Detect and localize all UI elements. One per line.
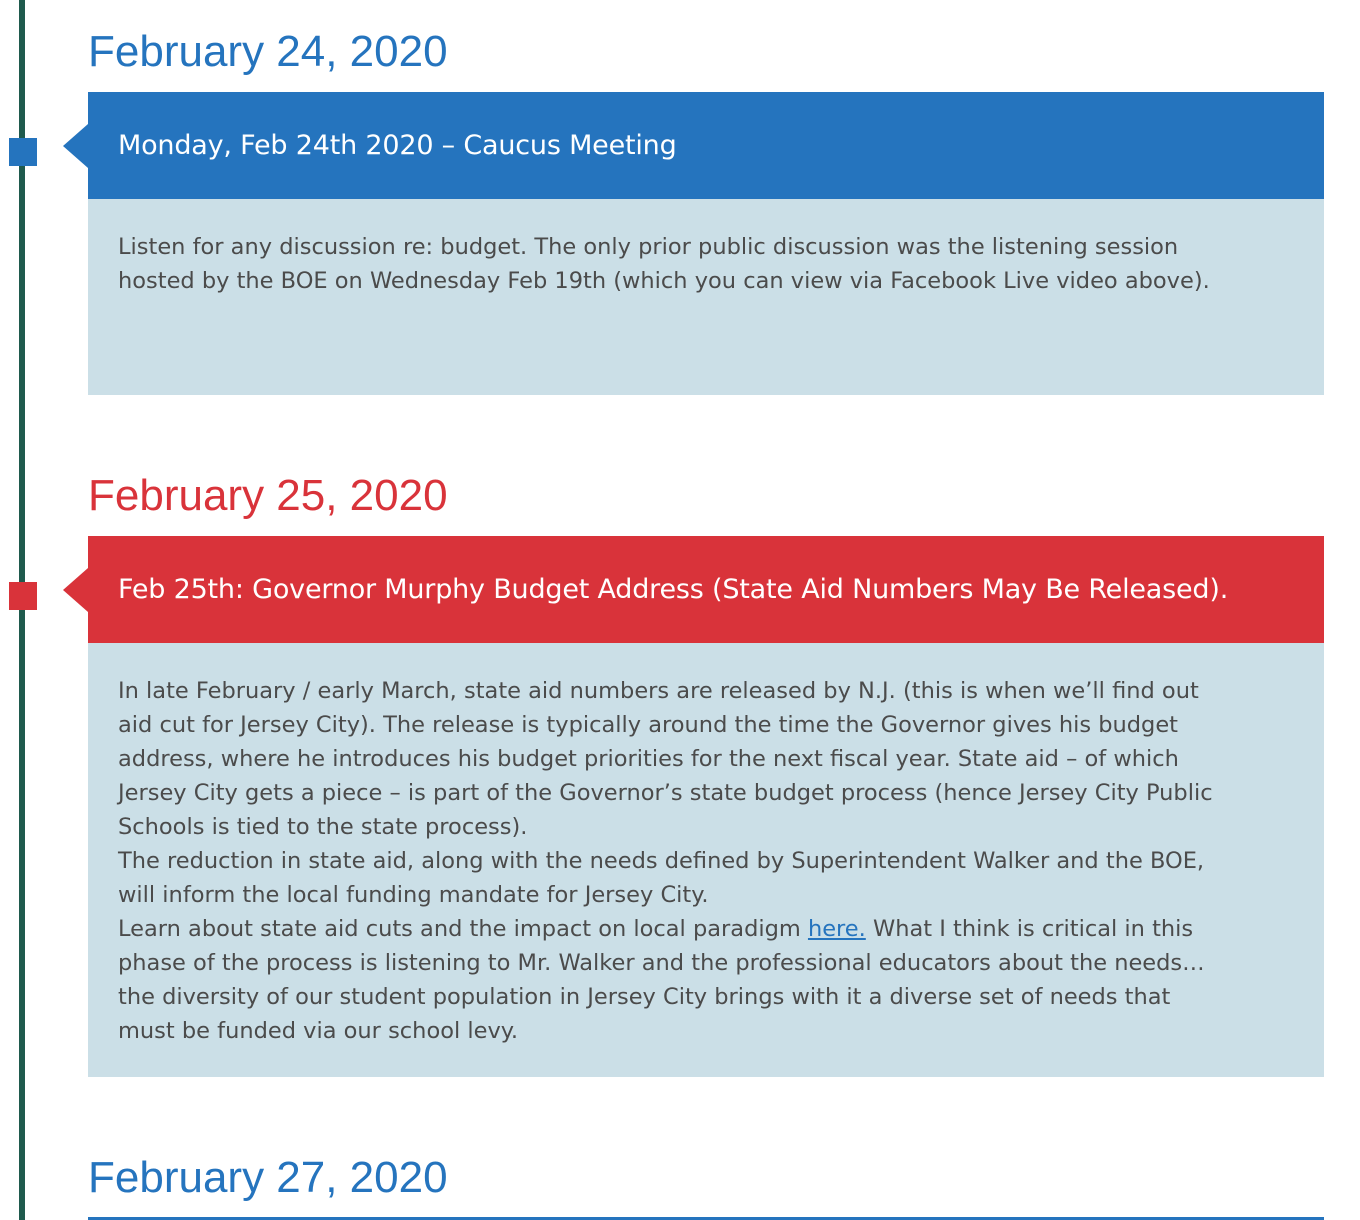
event-title: Monday, Feb 24th 2020 – Caucus Meeting	[118, 130, 677, 161]
event-body-line: must be funded via our school levy.	[118, 1018, 519, 1044]
event-body-line: aid cut for Jersey City). The release is typically around the time the Governor gives his budget	[118, 712, 1179, 738]
event-header-caucus-meeting	[88, 92, 1324, 199]
event-body-text: What I think is critical in this	[865, 916, 1194, 942]
event-body-line: In late February / early March, state aid numbers are released by N.J. (this is when we’ll find out	[118, 678, 1199, 704]
header-pointer	[63, 124, 88, 168]
event-body-text: Learn about state aid cuts and the impact on local paradigm	[118, 916, 808, 942]
event-body-line: the diversity of our student population in Jersey City brings with it a diverse set of needs that	[118, 984, 1171, 1010]
timeline-marker-blue	[9, 138, 37, 166]
event-body-budget-address	[88, 643, 1324, 1077]
timeline-marker-red	[9, 582, 37, 610]
date-heading-feb-25: February 25, 2020	[88, 471, 448, 520]
event-body-line: The reduction in state aid, along with the needs defined by Superintendent Walker and the BOE,	[118, 848, 1205, 874]
event-body-caucus-meeting	[88, 199, 1324, 395]
date-heading-feb-24: February 24, 2020	[88, 27, 448, 76]
event-body-line-with-link	[118, 912, 1294, 946]
state-aid-cuts-link[interactable]: here.	[807, 916, 866, 942]
header-pointer	[63, 568, 88, 612]
event-body-line: hosted by the BOE on Wednesday Feb 19th (which you can view via Facebook Live video above).	[118, 268, 1210, 294]
event-title: Feb 25th: Governor Murphy Budget Address (State Aid Numbers May Be Released).	[118, 574, 1229, 605]
date-heading-feb-27: February 27, 2020	[88, 1153, 448, 1202]
event-body-line: will inform the local funding mandate for Jersey City.	[118, 882, 709, 908]
event-header-budget-address	[88, 536, 1324, 643]
event-body-line: Jersey City gets a piece – is part of the Governor’s state budget process (hence Jersey City Public	[118, 780, 1213, 806]
timeline-line	[19, 0, 25, 1220]
event-body-line: address, where he introduces his budget priorities for the next fiscal year. State aid – of which	[118, 746, 1179, 772]
event-body-line: Schools is tied to the state process).	[118, 814, 528, 840]
event-body-line: Listen for any discussion re: budget. The only prior public discussion was the listening session	[118, 234, 1179, 260]
event-body-line: phase of the process is listening to Mr. Walker and the professional educators about the needs…	[118, 950, 1205, 976]
